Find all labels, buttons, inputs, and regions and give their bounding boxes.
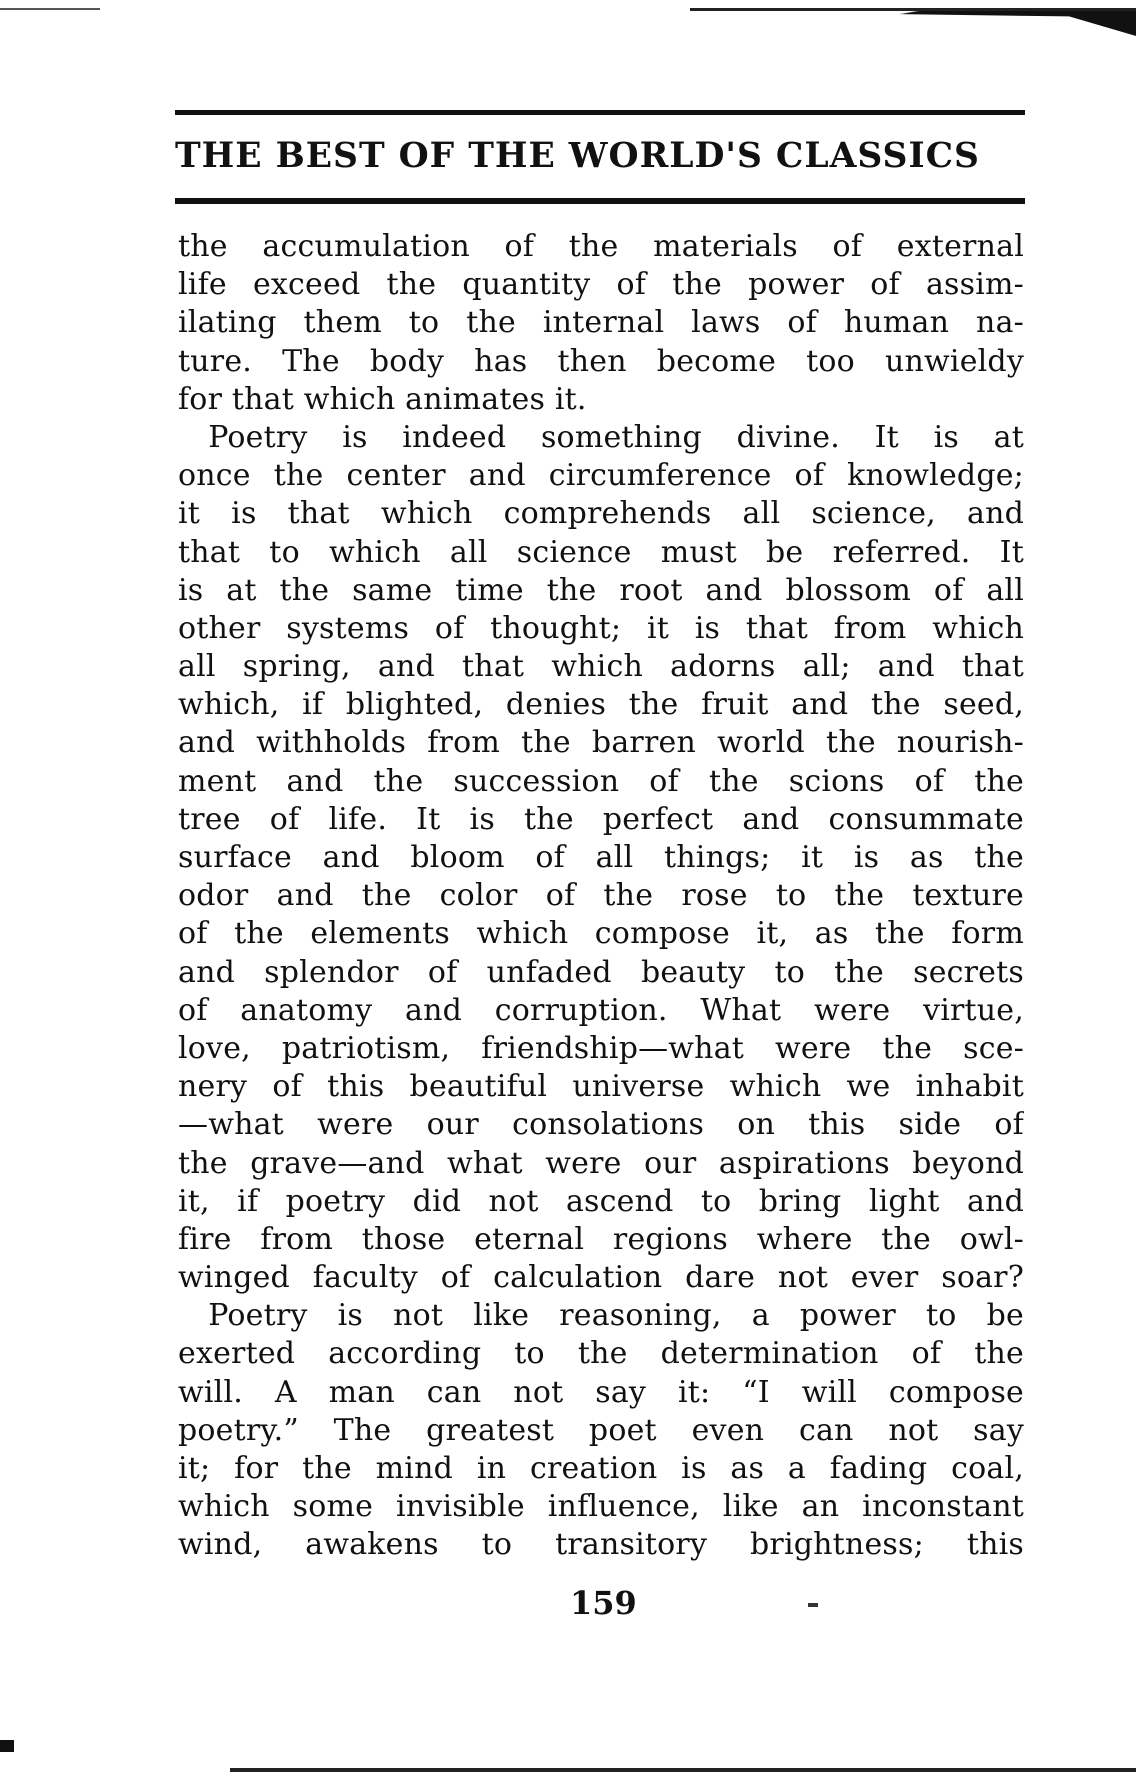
running-head: THE BEST OF THE WORLD'S CLASSICS [175,136,980,176]
text-line: other systems of thought; it is that from which [178,610,1024,646]
text-line: which some invisible influence, like an inconstant [178,1489,1024,1525]
text-line: —what were our consolations on this side of [178,1107,1024,1143]
text-line: will. A man can not say it: “I will compose [178,1374,1024,1410]
text-line: love, patriotism, friendship—what were the sce- [178,1030,1024,1066]
text-line: Poetry is not like reasoning, a power to be [178,1298,1024,1334]
scan-artifact-corner [0,1740,14,1752]
body-text [178,228,1024,1565]
text-line: poetry.” The greatest poet even can not say [178,1412,1024,1448]
text-line: fire from those eternal regions where the owl- [178,1221,1024,1257]
text-line: nery of this beautiful universe which we inhabit [178,1069,1024,1105]
text-line: the accumulation of the materials of external [178,229,1024,264]
text-line: ment and the succession of the scions of the [178,763,1024,799]
text-line: winged faculty of calculation dare not ever soar? [178,1260,1024,1296]
text-line: Poetry is indeed something divine. It is at [178,419,1024,455]
text-line: surface and bloom of all things; it is as the [178,840,1024,875]
text-line: it; for the mind in creation is as a fading coal, [178,1451,1024,1486]
text-line: all spring, and that which adorns all; and that [178,649,1024,685]
scan-artifact-tick [808,1603,818,1607]
scan-artifact-edge [690,8,1136,36]
page-number: 159 [570,1584,637,1622]
text-line: which, if blighted, denies the fruit and the seed, [178,687,1024,723]
text-line: odor and the color of the rose to the texture [178,878,1024,914]
text-line: and splendor of unfaded beauty to the secrets [178,954,1024,990]
text-line: wind, awakens to transitory brightness; this [178,1527,1024,1563]
scan-artifact-line [0,8,100,10]
text-line: and withholds from the barren world the nourish- [178,725,1024,761]
text-line: is at the same time the root and blossom of all [178,572,1024,608]
text-line: once the center and circumference of knowledge; [178,458,1024,494]
text-line: it is that which comprehends all science, and [178,496,1024,532]
text-line: the grave—and what were our aspirations beyond [178,1145,1024,1181]
text-line: life exceed the quantity of the power of assim- [178,267,1024,303]
scan-artifact-bottom-line [230,1768,1136,1772]
text-line: of anatomy and corruption. What were virtue, [178,992,1024,1028]
text-line: of the elements which compose it, as the form [178,916,1024,952]
header-rule-top [175,110,1025,115]
text-line: that to which all science must be referred. It [178,534,1024,570]
text-line: for that which animates it. [178,381,587,417]
text-line: ilating them to the internal laws of human na- [178,305,1024,341]
text-line: it, if poetry did not ascend to bring light and [178,1183,1024,1219]
text-line: ture. The body has then become too unwieldy [178,343,1024,379]
header-rule-bottom [175,198,1025,204]
text-line: exerted according to the determination of the [178,1336,1024,1372]
text-line: tree of life. It is the perfect and consummate [178,801,1024,837]
